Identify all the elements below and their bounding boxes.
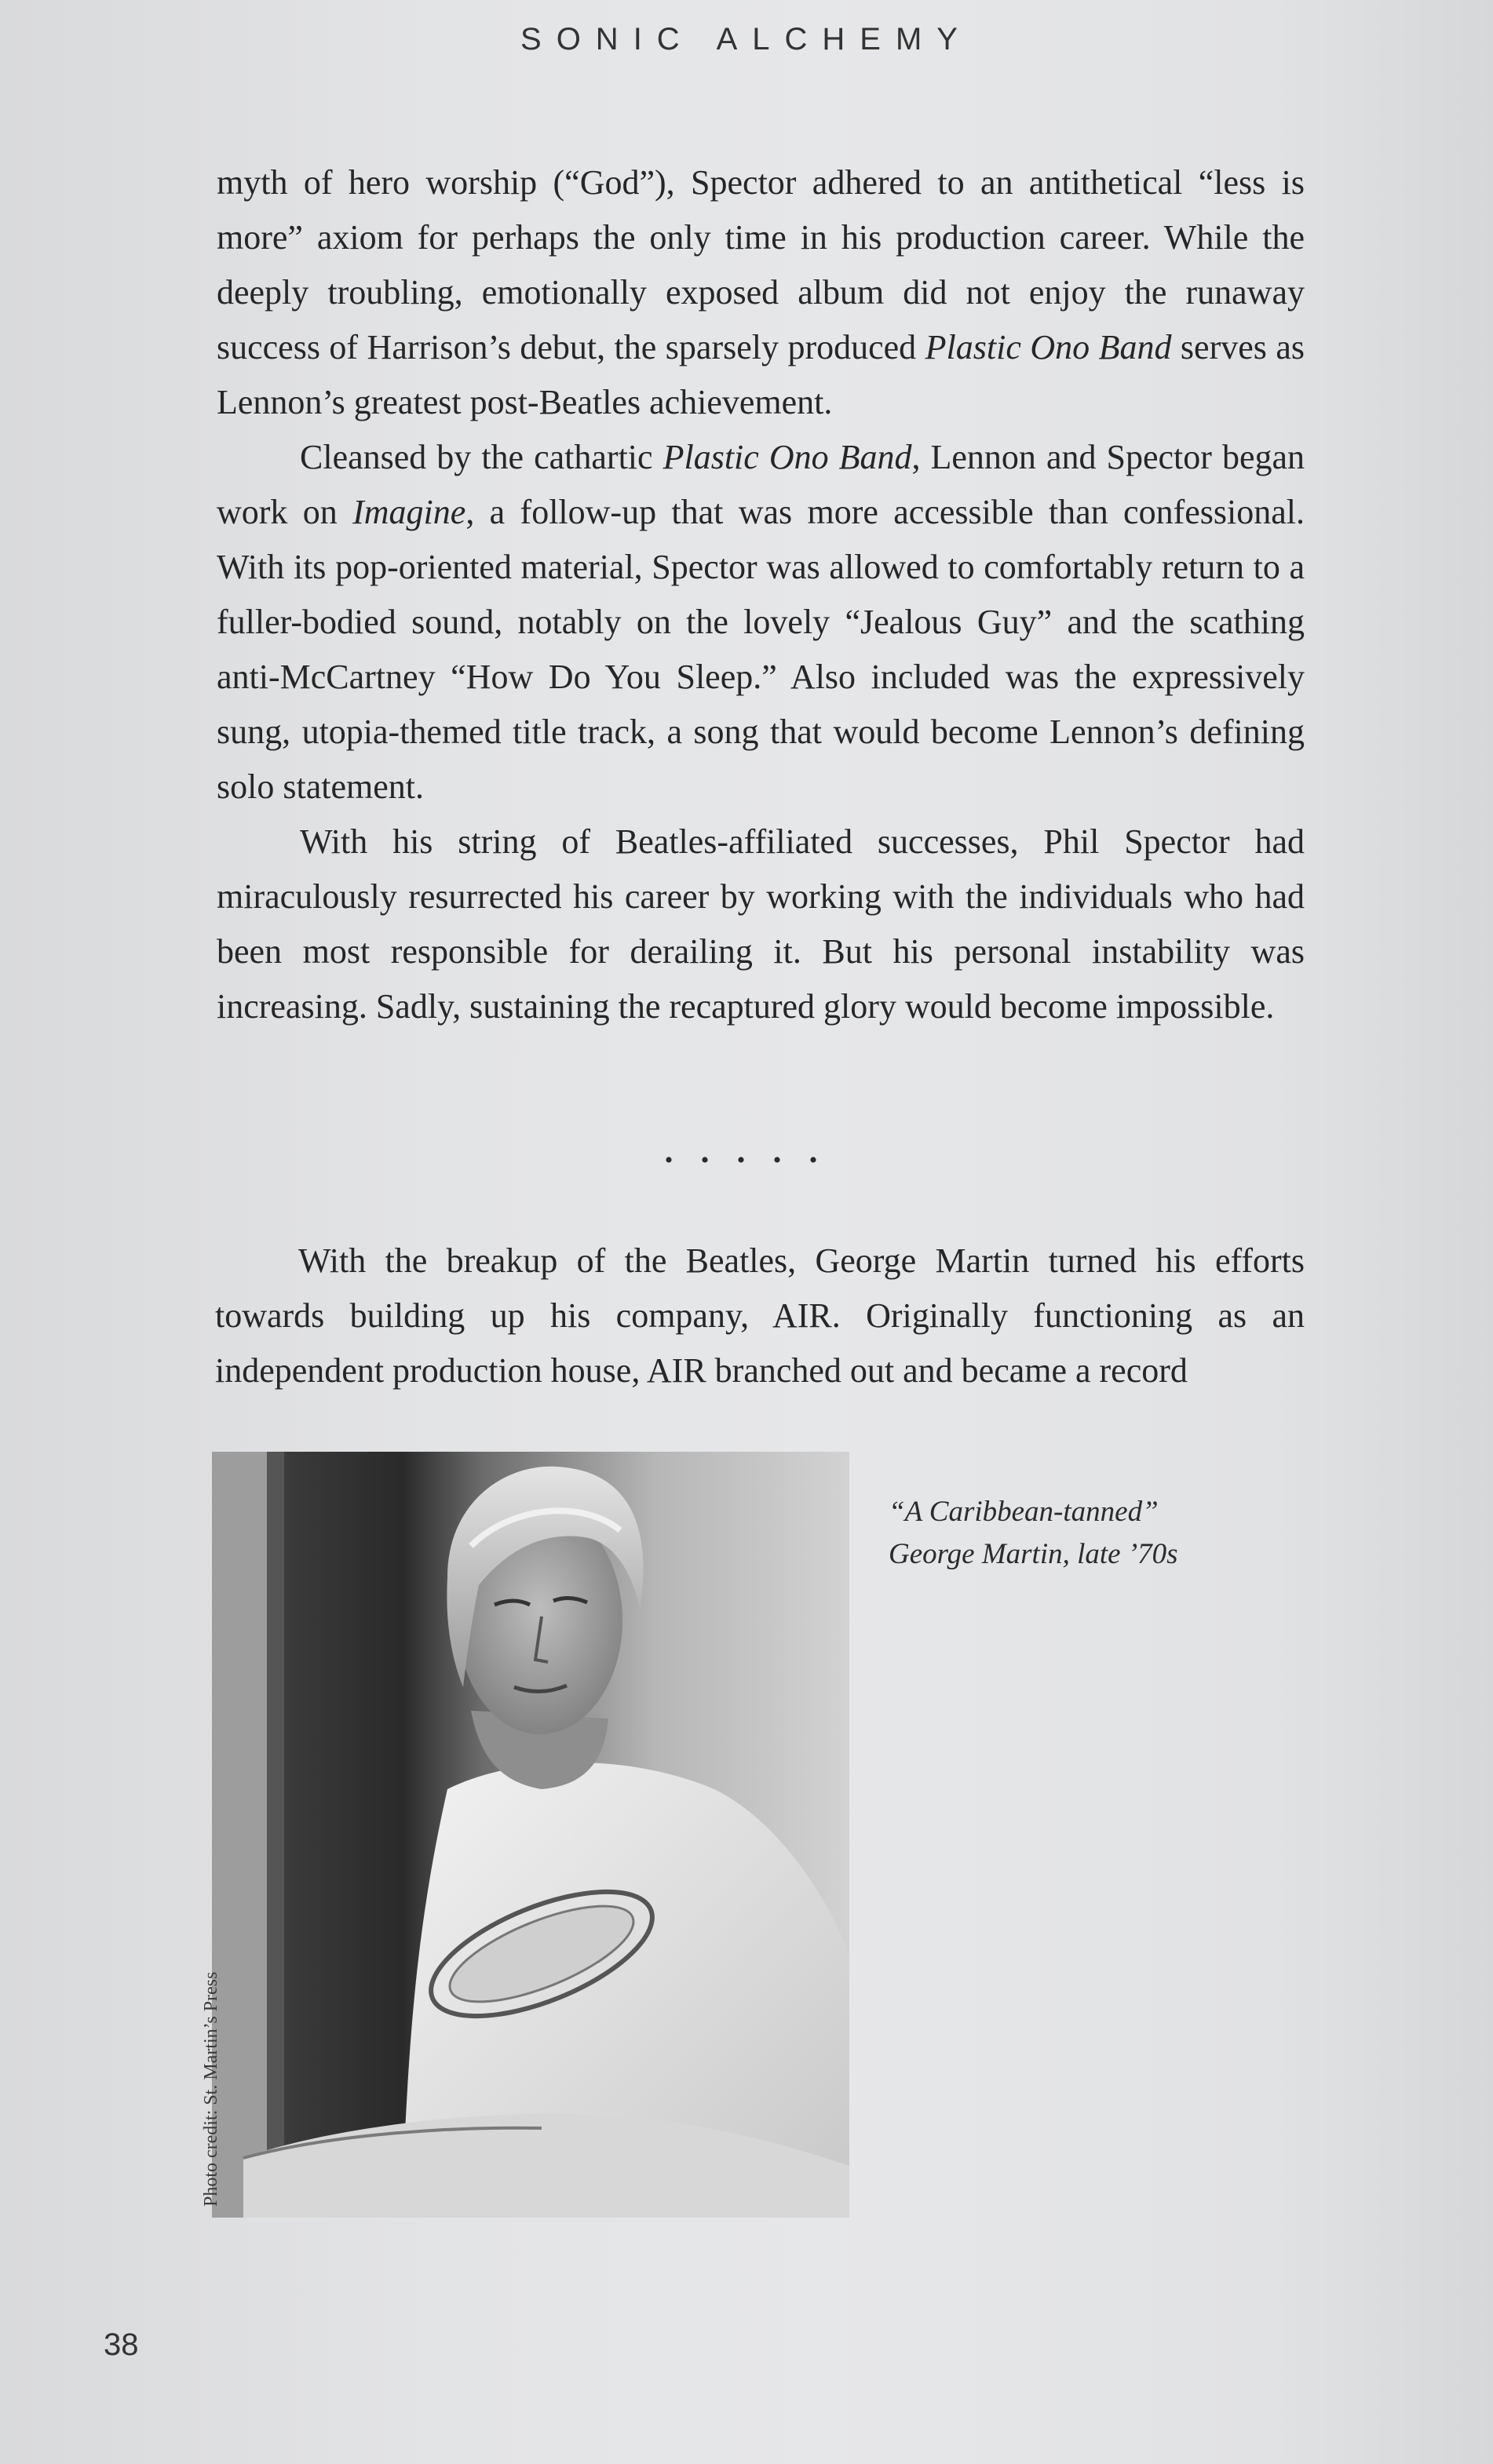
- photo-caption: [889, 1491, 1178, 1576]
- photo-credit: Photo credit: St. Martin’s Press: [201, 1971, 221, 2207]
- text-run: serves as Lennon’s greatest post-Beatles achievement.: [217, 328, 1305, 421]
- running-head: SONIC ALCHEMY: [520, 22, 973, 56]
- paragraph: [217, 155, 1305, 430]
- body-text-bottom: [215, 1234, 1305, 1398]
- paragraph: With the breakup of the Beatles, George Martin turned his efforts towards building up his company, AIR. Originally functioning as an independent production house, AIR branched out and became a record: [215, 1241, 1305, 1390]
- portrait-photo-image: [212, 1452, 849, 2218]
- text-run: , Lennon and Spector began work on: [217, 438, 1305, 531]
- text-run: , a follow-up that was more accessible than confessional. With its pop-oriented material, Spector was allowed to comfortably return to a fuller-bodied sound, notably on the lovely “Jealous Guy” and the scathing anti-McCartney “How Do You Sleep.” Also included was the expressively sung, utopia-themed title track, a song that would become Lennon’s defining solo statement.: [217, 493, 1305, 806]
- italic-title: Plastic Ono Band: [925, 328, 1172, 366]
- italic-title: Plastic Ono Band: [663, 438, 912, 476]
- italic-title: Imagine: [352, 493, 466, 531]
- caption-line: George Martin, late ’70s: [889, 1538, 1178, 1570]
- photo-george-martin: [212, 1452, 849, 2218]
- section-break-ornament: • • • • •: [664, 1147, 829, 1173]
- body-text-top: [217, 155, 1305, 1034]
- paragraph: [217, 815, 1305, 1034]
- paragraph: [217, 430, 1305, 815]
- text-run: With his string of Beatles-affiliated successes, Phil Spector had miraculously resurrected his career by working with the individuals who had been most responsible for derailing it. But his personal instability was increasing. Sadly, sustaining the recaptured glory would become impossible.: [217, 822, 1305, 1026]
- caption-line: “A Caribbean-tanned”: [889, 1496, 1159, 1528]
- text-run: Cleansed by the cathartic: [300, 438, 663, 476]
- text-run: myth of hero worship (“God”), Spector adhered to an antithetical “less is more” axiom for perhaps the only time in his production career. While the deeply troubling, emotionally exposed album did not enjoy the runaway success of Harrison’s debut, the sparsely produced: [217, 163, 1305, 366]
- page-number: 38: [104, 2327, 139, 2362]
